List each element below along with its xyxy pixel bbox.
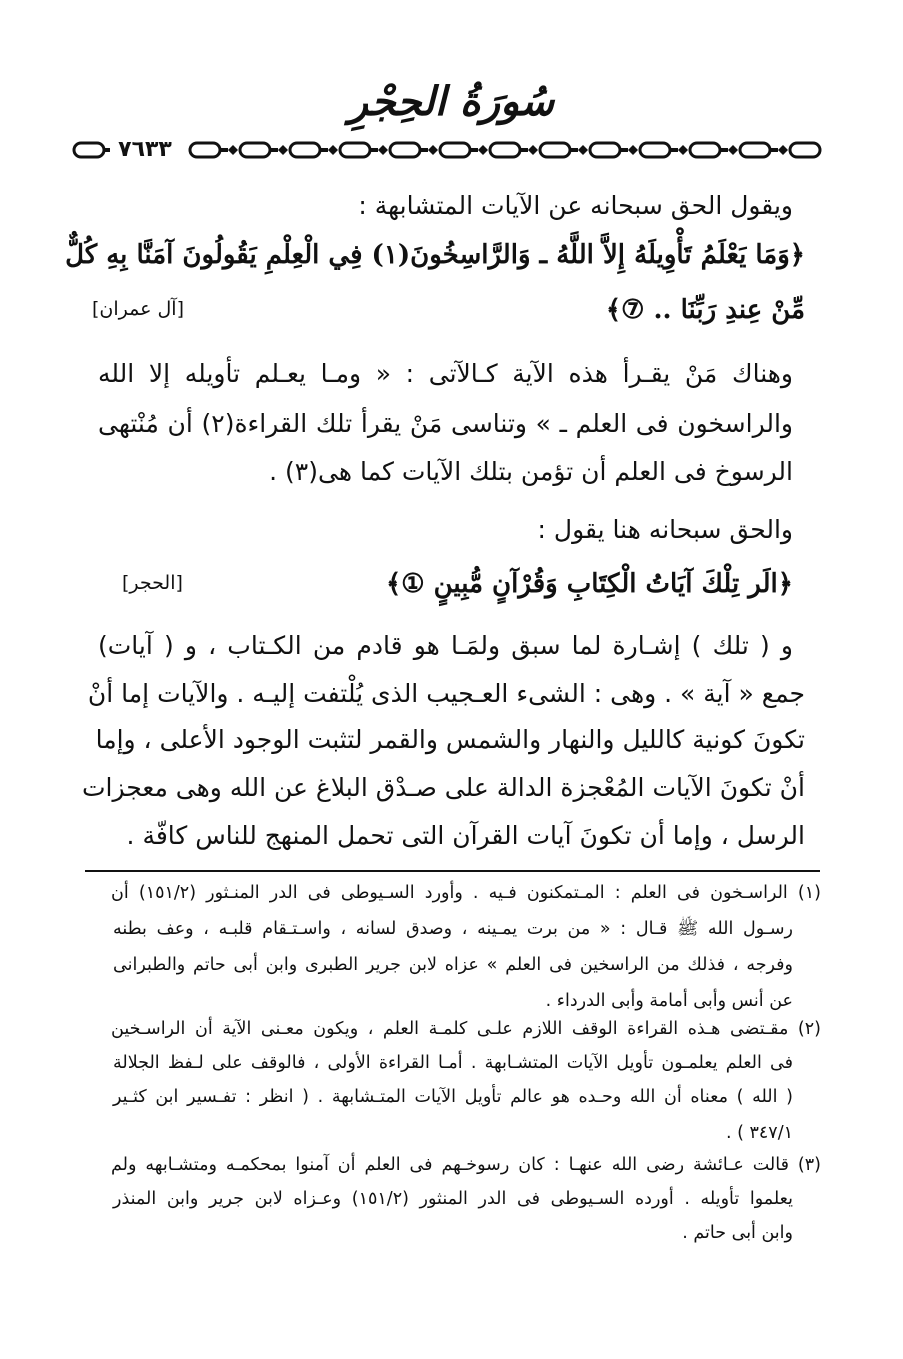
chain-ornament-icon <box>70 138 830 162</box>
footnote-line: وفرجه ، فذلك من الراسخين فى العلم » عزاه لابن جرير الطبرى وابن أبى حاتم والطبرانى <box>113 955 793 975</box>
footnote-line: (١) الراسـخون فى العلم : المـتمكنون فـيه . وأورد السـيوطى فى الدر المنـثور (١٥١/٢) أن <box>111 883 821 903</box>
verse-reference: [الحجر] <box>122 572 183 594</box>
paragraph-line: الرسوخ فى العلم أن تؤمن بتلك الآيات كما هى(٣) . <box>269 457 793 486</box>
footnote-line: (٣) قالت عـائشة رضى الله عنهـا : كان رسوخـهم فى العلم أن آمنوا بمحكمـه ومتشـابهه ولم <box>111 1155 821 1175</box>
paragraph-line: وهناك مَنْ يقـرأ هذه الآية كـالآتى : « ومـا يعـلم تأويله إلا الله <box>98 359 793 388</box>
intro-line: ويقول الحق سبحانه عن الآيات المتشابهة : <box>358 191 793 220</box>
footnote-separator <box>85 870 820 872</box>
footnote-line: رسـول الله ﷺ قـال : « من برت يمـينه ، وصدق لسانه ، واسـتـقام قلبـه ، وعف بطنه <box>113 919 793 939</box>
verse-line: ﴿وَمَا يَعْلَمُ تَأْوِيلَهُ إِلاَّ اللَّهُ ـ وَالرَّاسِخُونَ(١) فِي الْعِلْمِ يَقُولُونَ آمَنَّا بِهِ كُلٌّ <box>65 240 805 270</box>
verse-line: مِّنْ عِندِ رَبِّنَا .. ⑦﴾ <box>605 295 805 325</box>
verse-reference: [آل عمران] <box>92 298 184 320</box>
page-number: ٧٦٣٣ <box>110 137 180 163</box>
paragraph-line: تكونَ كونية كالليل والنهار والشمس والقمر لتثبت الوجود الأعلى ، وإما <box>95 725 805 754</box>
header-ornament-band <box>70 138 830 162</box>
footnote-line: (٢) مقـتضى هـذه القراءة الوقف اللازم علـى كلمـة العلم ، ويكون معـنى الآية أن الراسـخين <box>111 1019 821 1039</box>
footnote-line: يعلموا تأويله . أورده السـيوطى فى الدر المنثور (١٥١/٢) وعـزاه لابن جرير وابن المنذر <box>113 1189 793 1209</box>
paragraph-line: جمع « آية » . وهى : الشىء العـجيب الذى يُلْتفت إليـه . والآيات إما أنْ <box>87 679 805 708</box>
paragraph-line: أنْ تكونَ الآيات المُعْجزة الدالة على صـدْق البلاغ عن الله وهى معجزات <box>81 773 805 802</box>
footnote-line: فى العلم يعلمـون تأويل الآيات المتشـابهة . أمـا القراءة الأولى ، فالوقف على لـفظ الجلالة <box>113 1053 793 1073</box>
surah-title: سُورَةُ الحِجْرِ <box>348 78 555 125</box>
footnote-line: ٣٤٧/١ ) . <box>725 1123 793 1143</box>
paragraph-line: والحق سبحانه هنا يقول : <box>537 515 793 544</box>
paragraph-line: الرسل ، وإما أن تكونَ آيات القرآن التى تحمل المنهج للناس كافّة . <box>126 821 805 850</box>
footnote-line: ( الله ) معناه أن الله وحـده هو عالم تأويل الآيات المتـشابهة . ( انظر : تفـسير ابن كثـير <box>113 1087 793 1107</box>
footnote-line: وابن أبى حاتم . <box>682 1223 793 1243</box>
footnote-line: عن أنس وأبى أمامة وأبى الدرداء . <box>545 991 793 1011</box>
paragraph-line: و ( تلك ) إشـارة لما سبق ولمَـا هو قادم من الكـتاب ، و ( آيات) <box>98 631 793 660</box>
paragraph-line: والراسخون فى العلم ـ » وتناسى مَنْ يقرأ تلك القراءة(٢) أن مُنْتهى <box>98 409 793 438</box>
verse-line: ﴿الَر تِلْكَ آيَاتُ الْكِتَابِ وَقُرْآنٍ مُّبِينٍ ①﴾ <box>386 569 793 599</box>
